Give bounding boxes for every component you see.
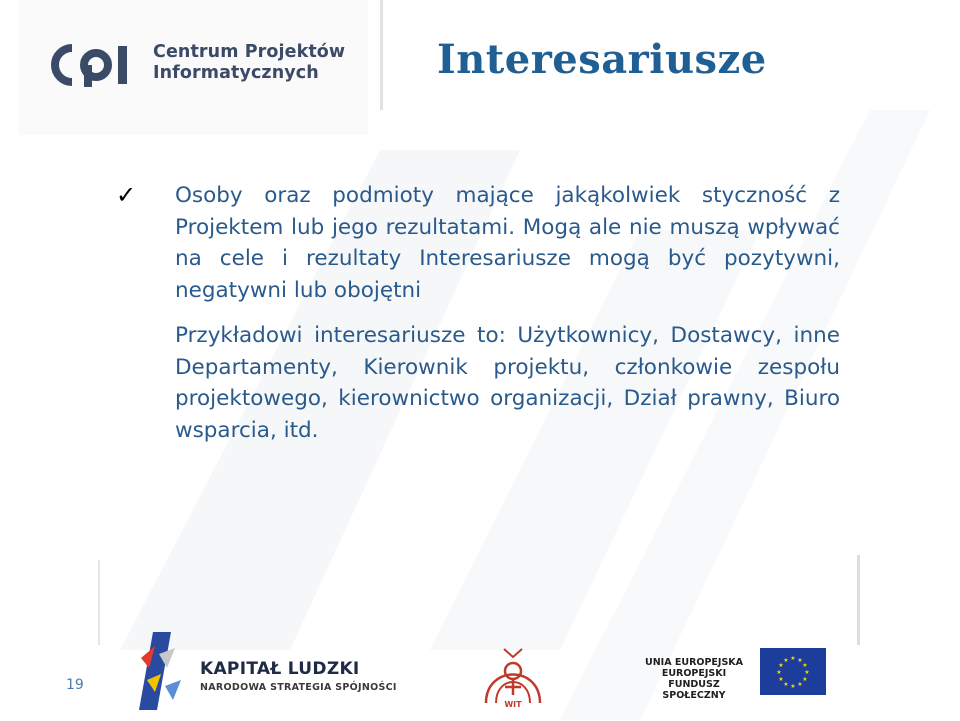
cpi-logo-icon — [50, 40, 140, 90]
svg-text:★: ★ — [790, 683, 796, 690]
wit-logo-icon — [478, 645, 548, 709]
kapital-ludzki-subtitle: NARODOWA STRATEGIA SPÓJNOŚCI — [200, 682, 397, 693]
svg-text:★: ★ — [783, 657, 789, 664]
eu-fund-text — [640, 657, 748, 701]
eu-text-line-1: UNIA EUROPEJSKA — [645, 657, 743, 668]
eu-text-line-2: EUROPEJSKI — [661, 668, 727, 679]
left-divider — [98, 560, 100, 645]
svg-text:★: ★ — [802, 676, 808, 683]
svg-text:★: ★ — [804, 669, 810, 676]
wit-logo-label: WIT — [504, 700, 522, 709]
svg-text:★: ★ — [783, 681, 789, 688]
header-divider — [380, 0, 383, 110]
kapital-ludzki-logo-icon — [135, 628, 190, 710]
svg-text:★: ★ — [776, 669, 782, 676]
page-number: 19 — [66, 677, 84, 693]
kapital-ludzki-title: KAPITAŁ LUDZKI — [200, 659, 360, 679]
eu-flag-icon — [760, 648, 826, 695]
checkmark-bullet-icon: ✓ — [116, 181, 137, 209]
logo-line-1: Centrum Projektów — [153, 42, 346, 62]
logo-line-2: Informatycznych — [153, 63, 319, 83]
svg-text:★: ★ — [778, 662, 784, 669]
svg-text:★: ★ — [778, 676, 784, 683]
svg-text:★: ★ — [802, 662, 808, 669]
svg-text:★: ★ — [790, 655, 796, 662]
cpi-logo-text — [153, 42, 345, 84]
content-area — [175, 180, 840, 446]
svg-text:★: ★ — [797, 681, 803, 688]
page-title: Interesariusze — [437, 36, 767, 83]
eu-text-line-3: FUNDUSZ SPOŁECZNY — [662, 679, 726, 701]
right-divider — [857, 555, 860, 645]
paragraph-definition: Osoby oraz podmioty mające jakąkolwiek styczność z Projektem lub jego rezultatami. Mogą ale nie muszą wpływać na cele i rezultaty Interesariusze mogą być pozytywni, negatywni lub obojętni — [175, 183, 840, 303]
svg-text:★: ★ — [797, 657, 803, 664]
paragraph-examples: Przykładowi interesariusze to: Użytkownicy, Dostawcy, inne Departamenty, Kierownik projektu, członkowie zespołu projektowego, kierownictwo organizacji, Dział prawny, Biuro wsparcia, itd. — [175, 323, 840, 443]
